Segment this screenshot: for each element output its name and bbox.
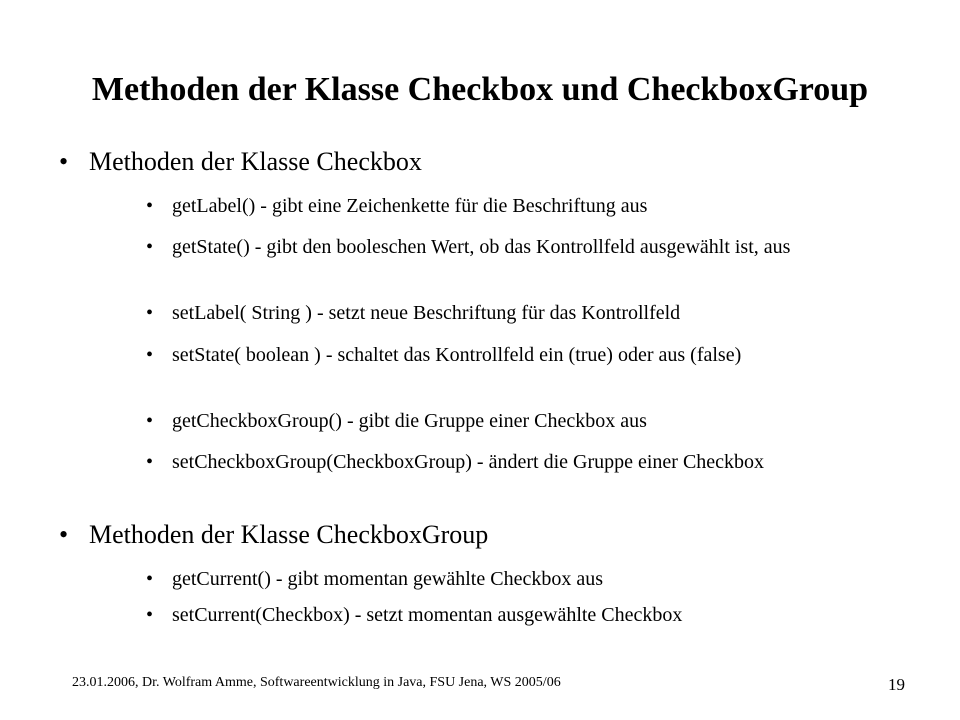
slide-title: Methoden der Klasse Checkbox und CheckboxGroup xyxy=(91,71,869,108)
bullet-icon: • xyxy=(146,195,154,217)
section-heading-text: Methoden der Klasse CheckboxGroup xyxy=(89,520,489,549)
bullet-icon: • xyxy=(146,236,154,258)
bullet-icon: • xyxy=(146,302,154,324)
list-item-text: setCheckboxGroup(CheckboxGroup) - ändert die Gruppe einer Checkbox xyxy=(172,451,765,473)
bullet-icon: • xyxy=(146,568,154,590)
bullet-icon: • xyxy=(146,451,154,473)
bullet-icon: • xyxy=(146,410,154,432)
bullet-icon: • xyxy=(59,520,69,549)
footer-text: 23.01.2006, Dr. Wolfram Amme, Softwareentwicklung in Java, FSU Jena, WS 2005/06 xyxy=(72,675,561,690)
bullet-icon: • xyxy=(146,344,154,366)
section-heading-text: Methoden der Klasse Checkbox xyxy=(89,147,422,176)
list-item-text: setLabel( String ) - setzt neue Beschriftung für das Kontrollfeld xyxy=(172,302,681,324)
bullet-icon: • xyxy=(146,604,154,626)
list-item-text: getCurrent() - gibt momentan gewählte Checkbox aus xyxy=(172,568,603,590)
list-item-text: getCheckboxGroup() - gibt die Gruppe einer Checkbox aus xyxy=(172,410,647,432)
list-item-text: getLabel() - gibt eine Zeichenkette für die Beschriftung aus xyxy=(172,195,648,217)
list-item-text: setState( boolean ) - schaltet das Kontrollfeld ein (true) oder aus (false) xyxy=(172,344,742,366)
list-item-text: getState() - gibt den booleschen Wert, ob das Kontrollfeld ausgewählt ist, aus xyxy=(172,236,791,258)
list-item-text: setCurrent(Checkbox) - setzt momentan ausgewählte Checkbox xyxy=(172,604,683,626)
bullet-icon: • xyxy=(59,147,69,176)
page-number: 19 xyxy=(888,675,905,694)
